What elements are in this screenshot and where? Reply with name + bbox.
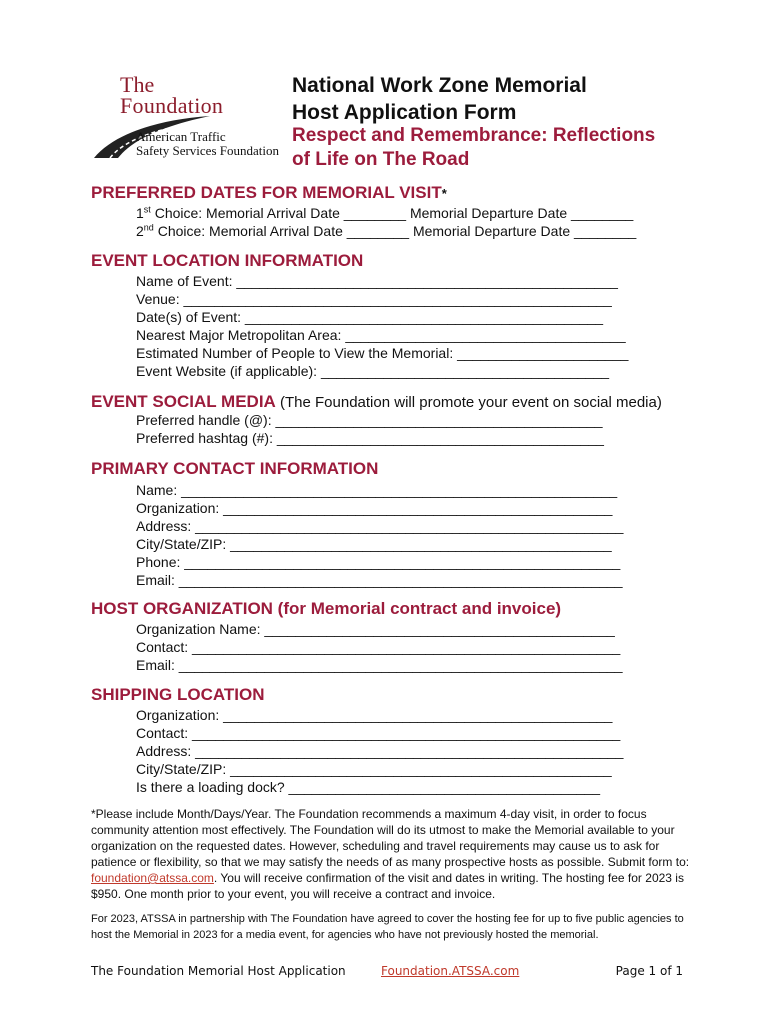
shipping-address-field[interactable]: Address: _______________________________________________________ (136, 743, 624, 759)
foundation-logo (92, 74, 282, 164)
page-subtitle (292, 124, 655, 172)
subtitle-line2: of Life on The Road (292, 149, 470, 170)
preferred-handle-field[interactable]: Preferred handle (@): __________________________________________ (136, 412, 603, 428)
subtitle-line1: Respect and Remembrance: Reflections (292, 125, 656, 146)
contact-city-state-zip-field[interactable]: City/State/ZIP: _________________________________________________ (136, 536, 612, 552)
host-contact-field[interactable]: Contact: _______________________________________________________ (136, 639, 621, 655)
footer-website-link[interactable]: Foundation.ATSSA.com (381, 964, 520, 978)
host-org-name-field[interactable]: Organization Name: _____________________________________________ (136, 621, 615, 637)
event-dates-field[interactable]: Date(s) of Event: ______________________________________________ (136, 309, 604, 325)
preferred-hashtag-field[interactable]: Preferred hashtag (#): __________________________________________ (136, 430, 604, 446)
dates-heading-text: PREFERRED DATES FOR MEMORIAL VISIT (91, 183, 442, 202)
contact-phone-field[interactable]: Phone: ________________________________________________________ (136, 554, 621, 570)
social-heading-text: EVENT SOCIAL MEDIA (91, 392, 276, 411)
footer-left: The Foundation Memorial Host Application (91, 964, 346, 978)
page-number: Page 1 of 1 (615, 964, 683, 978)
choice1-num: 1 (136, 205, 144, 221)
submit-email-link[interactable]: foundation@atssa.com (91, 871, 214, 885)
choice1-sup: st (143, 204, 151, 215)
shipping-organization-field[interactable]: Organization: __________________________________________________ (136, 707, 613, 723)
event-website-field[interactable]: Event Website (if applicable): _____________________________________ (136, 363, 610, 379)
hosting-fee-paragraph: For 2023, ATSSA in partnership with The Foundation have agreed to cover the hosting fee for up to five public agencies to host the Memorial in 2023 for a media event, for agencies who have not previously hosted the memorial. (91, 913, 684, 941)
logo-text-the: The (120, 72, 155, 97)
contact-address-field[interactable]: Address: _______________________________________________________ (136, 518, 624, 534)
submit-suffix: . You will receive confirmation of the visit and dates in writing. The hosting fee for 2023 is $950. One month prior to your event, you will receive a contract and invoice. (91, 871, 684, 901)
choice2-text: Choice: Memorial Arrival Date ________ Memorial Departure Date ________ (153, 223, 637, 239)
venue-field[interactable]: Venue: _______________________________________________________ (136, 291, 612, 307)
section-heading-host-organization: HOST ORGANIZATION (for Memorial contract and invoice) (91, 599, 562, 618)
notes-text: *Please include Month/Days/Year. The Foundation recommends a maximum 4-day visit, in order to focus community attention most effectively. The Foundation will do its utmost to make the Memorial available to your organization on the requested dates. However, scheduling and travel requirements may cause us to ask for patience or flexibility, so that we may satisfy the needs of as many prospective hosts as possible. (91, 807, 675, 869)
section-heading-dates (91, 183, 447, 203)
metro-area-field[interactable]: Nearest Major Metropolitan Area: ____________________________________ (136, 327, 626, 343)
social-heading-note: (The Foundation will promote your event on social media) (275, 394, 662, 411)
dates-fields (136, 204, 636, 240)
section-heading-social-media (91, 392, 662, 412)
shipping-city-state-zip-field[interactable]: City/State/ZIP: _________________________________________________ (136, 761, 612, 777)
event-name-field[interactable]: Name of Event: _________________________________________________ (136, 273, 618, 289)
logo-org-line2: Safety Services Foundation (136, 143, 279, 158)
submit-prefix: Submit form to: (607, 855, 690, 869)
loading-dock-field[interactable]: Is there a loading dock? ________________________________________ (136, 779, 600, 795)
section-heading-primary-contact: PRIMARY CONTACT INFORMATION (91, 459, 379, 478)
date-choice-1[interactable] (136, 204, 636, 222)
title-line1: National Work Zone Memorial (292, 74, 587, 97)
host-email-field[interactable]: Email: _________________________________________________________ (136, 657, 623, 673)
contact-organization-field[interactable]: Organization: __________________________________________________ (136, 500, 613, 516)
choice2-num: 2 (136, 223, 144, 239)
shipping-fields (136, 706, 623, 796)
logo-text-foundation: Foundation (120, 93, 224, 118)
choice1-text: Choice: Memorial Arrival Date ________ Memorial Departure Date ________ (150, 205, 634, 221)
event-location-fields (136, 272, 628, 380)
page-title (292, 72, 587, 126)
contact-email-field[interactable]: Email: _________________________________________________________ (136, 572, 623, 588)
contact-name-field[interactable]: Name: ________________________________________________________ (136, 482, 618, 498)
section-heading-event-location: EVENT LOCATION INFORMATION (91, 251, 364, 270)
choice2-sup: nd (143, 222, 154, 233)
host-org-fields (136, 620, 623, 674)
estimated-people-field[interactable]: Estimated Number of People to View the Memorial: ______________________ (136, 345, 629, 361)
date-choice-2[interactable] (136, 222, 636, 240)
primary-contact-fields (136, 481, 623, 589)
dates-asterisk: * (441, 186, 447, 201)
page-footer (91, 964, 683, 980)
logo-org-line1: American Traffic (136, 129, 226, 144)
notes-paragraph (91, 806, 691, 902)
social-fields (136, 411, 604, 447)
section-heading-shipping: SHIPPING LOCATION (91, 685, 265, 704)
title-line2: Host Application Form (292, 101, 517, 124)
shipping-contact-field[interactable]: Contact: _______________________________________________________ (136, 725, 621, 741)
